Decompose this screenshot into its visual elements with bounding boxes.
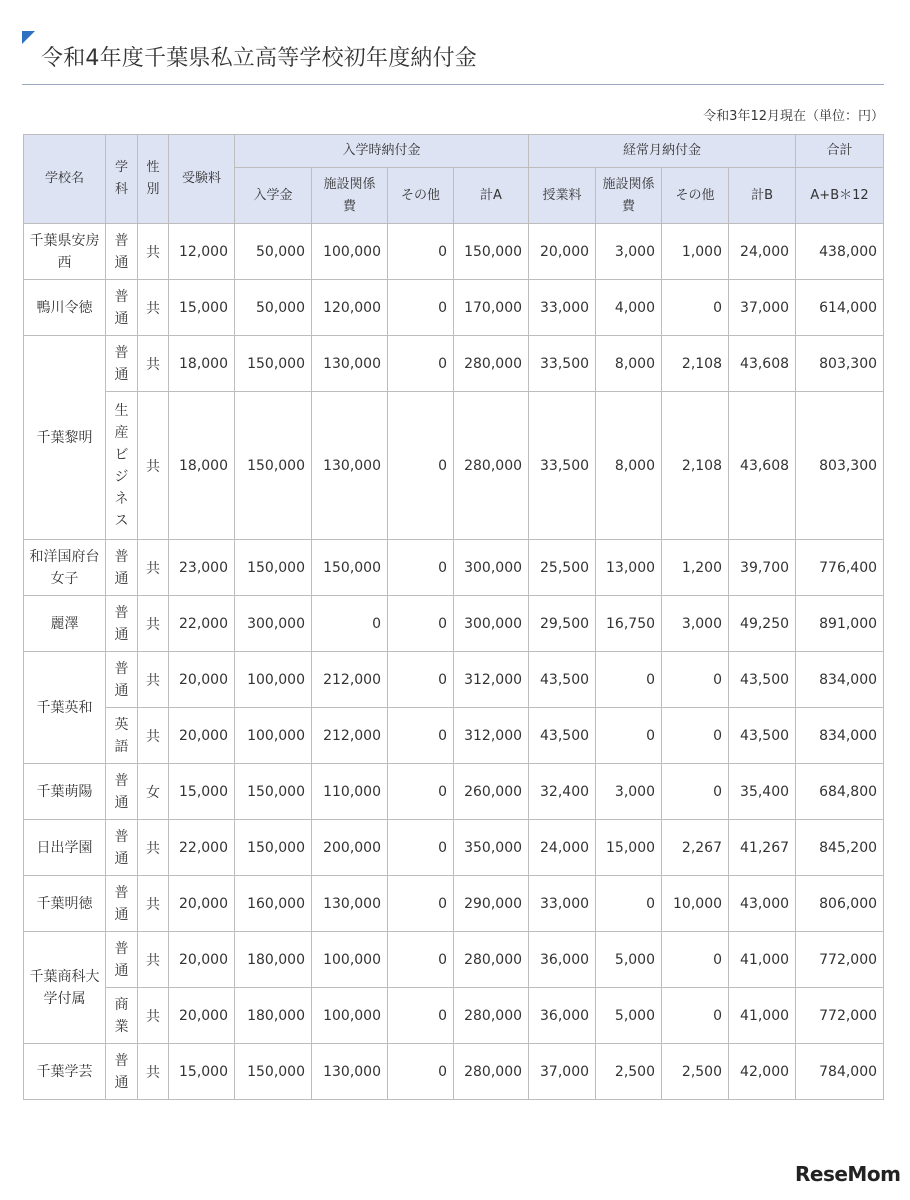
entry-total-cell: 280,000 [454,336,529,392]
header-monthly-payment-group: 経常月納付金 [529,135,796,168]
header-entry-payment-group: 入学時納付金 [235,135,529,168]
school-name-cell: 鴨川令徳 [24,280,106,336]
entry-facility-cell: 130,000 [312,876,388,932]
course-cell: 普通 [106,652,138,708]
monthly-total-cell: 43,500 [729,652,796,708]
entry-facility-cell: 100,000 [312,932,388,988]
header-entry-fee: 入学金 [235,168,312,224]
tuition-cell: 37,000 [529,1044,596,1100]
school-name-cell: 麗澤 [24,596,106,652]
monthly-other-cell: 2,108 [662,392,729,540]
monthly-other-cell: 10,000 [662,876,729,932]
monthly-other-cell: 0 [662,708,729,764]
exam-fee-cell: 15,000 [169,1044,235,1100]
grand-total-cell: 614,000 [796,280,884,336]
header-monthly-facility: 施設関係費 [596,168,662,224]
monthly-other-cell: 3,000 [662,596,729,652]
monthly-total-cell: 41,267 [729,820,796,876]
monthly-other-cell: 1,200 [662,540,729,596]
school-name-cell: 千葉黎明 [24,336,106,540]
monthly-facility-cell: 0 [596,652,662,708]
entry-facility-cell: 200,000 [312,820,388,876]
entry-total-cell: 312,000 [454,708,529,764]
grand-total-cell: 772,000 [796,988,884,1044]
entry-other-cell: 0 [388,932,454,988]
gender-cell: 共 [138,540,169,596]
entry-total-cell: 312,000 [454,652,529,708]
exam-fee-cell: 22,000 [169,820,235,876]
exam-fee-cell: 18,000 [169,392,235,540]
monthly-total-cell: 43,000 [729,876,796,932]
grand-total-cell: 772,000 [796,932,884,988]
table-row [24,596,884,652]
entry-other-cell: 0 [388,708,454,764]
school-name-cell: 千葉県安房西 [24,224,106,280]
course-cell: 普通 [106,596,138,652]
grand-total-cell: 803,300 [796,392,884,540]
gender-cell: 共 [138,876,169,932]
resemom-logo: ReseMom [795,1162,901,1186]
header-school: 学校名 [24,135,106,224]
table-row [24,336,884,392]
entry-total-cell: 280,000 [454,392,529,540]
entry-total-cell: 290,000 [454,876,529,932]
monthly-facility-cell: 5,000 [596,932,662,988]
entry-fee-cell: 150,000 [235,540,312,596]
table-row [24,540,884,596]
monthly-total-cell: 39,700 [729,540,796,596]
table-row [24,392,884,540]
header-monthly-other: その他 [662,168,729,224]
grand-total-cell: 803,300 [796,336,884,392]
monthly-total-cell: 41,000 [729,932,796,988]
gender-cell: 女 [138,764,169,820]
course-cell: 商業 [106,988,138,1044]
entry-fee-cell: 160,000 [235,876,312,932]
monthly-other-cell: 0 [662,280,729,336]
monthly-total-cell: 37,000 [729,280,796,336]
monthly-total-cell: 49,250 [729,596,796,652]
course-cell: 普通 [106,336,138,392]
entry-fee-cell: 100,000 [235,652,312,708]
entry-fee-cell: 180,000 [235,932,312,988]
entry-facility-cell: 120,000 [312,280,388,336]
course-cell: 普通 [106,876,138,932]
grand-total-cell: 891,000 [796,596,884,652]
entry-total-cell: 280,000 [454,988,529,1044]
monthly-other-cell: 0 [662,764,729,820]
entry-total-cell: 350,000 [454,820,529,876]
course-cell: 生産ビジネス [106,392,138,540]
monthly-facility-cell: 8,000 [596,392,662,540]
entry-facility-cell: 130,000 [312,336,388,392]
tuition-cell: 43,500 [529,708,596,764]
table-row [24,708,884,764]
tuition-cell: 33,500 [529,336,596,392]
exam-fee-cell: 12,000 [169,224,235,280]
entry-fee-cell: 150,000 [235,336,312,392]
monthly-other-cell: 1,000 [662,224,729,280]
entry-other-cell: 0 [388,820,454,876]
monthly-facility-cell: 2,500 [596,1044,662,1100]
entry-other-cell: 0 [388,652,454,708]
table-body [24,224,884,1100]
entry-fee-cell: 50,000 [235,280,312,336]
monthly-other-cell: 2,108 [662,336,729,392]
school-name-cell: 和洋国府台女子 [24,540,106,596]
school-name-cell: 千葉学芸 [24,1044,106,1100]
entry-facility-cell: 212,000 [312,652,388,708]
entry-facility-cell: 130,000 [312,1044,388,1100]
header-entry-other: その他 [388,168,454,224]
exam-fee-cell: 20,000 [169,988,235,1044]
course-cell: 英語 [106,708,138,764]
table-row [24,988,884,1044]
tuition-cell: 29,500 [529,596,596,652]
exam-fee-cell: 22,000 [169,596,235,652]
table-header [24,135,884,224]
entry-fee-cell: 100,000 [235,708,312,764]
grand-total-cell: 438,000 [796,224,884,280]
exam-fee-cell: 18,000 [169,336,235,392]
gender-cell: 共 [138,1044,169,1100]
monthly-facility-cell: 0 [596,876,662,932]
entry-facility-cell: 212,000 [312,708,388,764]
grand-total-cell: 834,000 [796,652,884,708]
monthly-facility-cell: 5,000 [596,988,662,1044]
table-row [24,932,884,988]
tuition-cell: 36,000 [529,988,596,1044]
exam-fee-cell: 20,000 [169,932,235,988]
header-total-formula: A+B＊12 [796,168,884,224]
entry-facility-cell: 150,000 [312,540,388,596]
tuition-cell: 36,000 [529,932,596,988]
course-cell: 普通 [106,224,138,280]
entry-fee-cell: 180,000 [235,988,312,1044]
header-entry-facility: 施設関係費 [312,168,388,224]
entry-other-cell: 0 [388,336,454,392]
table-row [24,224,884,280]
tuition-cell: 32,400 [529,764,596,820]
monthly-other-cell: 2,500 [662,1044,729,1100]
exam-fee-cell: 20,000 [169,708,235,764]
title-divider [22,84,884,85]
tuition-cell: 33,000 [529,280,596,336]
entry-other-cell: 0 [388,988,454,1044]
course-cell: 普通 [106,764,138,820]
entry-fee-cell: 150,000 [235,764,312,820]
monthly-other-cell: 0 [662,652,729,708]
table-row [24,876,884,932]
monthly-facility-cell: 8,000 [596,336,662,392]
table-row [24,764,884,820]
grand-total-cell: 834,000 [796,708,884,764]
gender-cell: 共 [138,596,169,652]
course-cell: 普通 [106,280,138,336]
grand-total-cell: 845,200 [796,820,884,876]
table-row [24,820,884,876]
monthly-other-cell: 0 [662,932,729,988]
tuition-cell: 20,000 [529,224,596,280]
entry-other-cell: 0 [388,1044,454,1100]
entry-facility-cell: 110,000 [312,764,388,820]
gender-cell: 共 [138,336,169,392]
header-total-group: 合計 [796,135,884,168]
gender-cell: 共 [138,392,169,540]
course-cell: 普通 [106,540,138,596]
course-cell: 普通 [106,1044,138,1100]
entry-other-cell: 0 [388,764,454,820]
entry-facility-cell: 130,000 [312,392,388,540]
monthly-facility-cell: 4,000 [596,280,662,336]
gender-cell: 共 [138,280,169,336]
gender-cell: 共 [138,652,169,708]
entry-total-cell: 300,000 [454,596,529,652]
tuition-cell: 43,500 [529,652,596,708]
exam-fee-cell: 20,000 [169,876,235,932]
entry-other-cell: 0 [388,540,454,596]
school-name-cell: 千葉英和 [24,652,106,764]
grand-total-cell: 776,400 [796,540,884,596]
entry-total-cell: 280,000 [454,932,529,988]
entry-total-cell: 260,000 [454,764,529,820]
title-corner-mark [22,31,35,44]
entry-fee-cell: 150,000 [235,392,312,540]
entry-total-cell: 300,000 [454,540,529,596]
entry-total-cell: 170,000 [454,280,529,336]
monthly-facility-cell: 3,000 [596,224,662,280]
header-gender: 性別 [138,135,169,224]
monthly-other-cell: 0 [662,988,729,1044]
table-row [24,280,884,336]
page-title: 令和4年度千葉県私立高等学校初年度納付金 [41,46,477,71]
header-exam-fee: 受験料 [169,135,235,224]
monthly-total-cell: 43,608 [729,336,796,392]
school-name-cell: 千葉萌陽 [24,764,106,820]
gender-cell: 共 [138,820,169,876]
monthly-total-cell: 24,000 [729,224,796,280]
entry-total-cell: 150,000 [454,224,529,280]
monthly-total-cell: 42,000 [729,1044,796,1100]
monthly-total-cell: 35,400 [729,764,796,820]
tuition-fee-table [23,134,884,1100]
entry-total-cell: 280,000 [454,1044,529,1100]
monthly-total-cell: 43,500 [729,708,796,764]
exam-fee-cell: 15,000 [169,280,235,336]
tuition-cell: 25,500 [529,540,596,596]
monthly-facility-cell: 3,000 [596,764,662,820]
monthly-facility-cell: 13,000 [596,540,662,596]
gender-cell: 共 [138,708,169,764]
entry-fee-cell: 300,000 [235,596,312,652]
header-tuition: 授業料 [529,168,596,224]
monthly-total-cell: 43,608 [729,392,796,540]
school-name-cell: 千葉明徳 [24,876,106,932]
entry-facility-cell: 100,000 [312,988,388,1044]
gender-cell: 共 [138,932,169,988]
school-name-cell: 日出学園 [24,820,106,876]
entry-other-cell: 0 [388,280,454,336]
monthly-facility-cell: 16,750 [596,596,662,652]
school-name-cell: 千葉商科大学付属 [24,932,106,1044]
grand-total-cell: 684,800 [796,764,884,820]
monthly-total-cell: 41,000 [729,988,796,1044]
tuition-cell: 24,000 [529,820,596,876]
gender-cell: 共 [138,988,169,1044]
tuition-cell: 33,000 [529,876,596,932]
table-row [24,652,884,708]
course-cell: 普通 [106,820,138,876]
entry-other-cell: 0 [388,392,454,540]
entry-other-cell: 0 [388,876,454,932]
gender-cell: 共 [138,224,169,280]
entry-facility-cell: 100,000 [312,224,388,280]
exam-fee-cell: 23,000 [169,540,235,596]
entry-fee-cell: 150,000 [235,1044,312,1100]
tuition-cell: 33,500 [529,392,596,540]
table-row [24,1044,884,1100]
grand-total-cell: 784,000 [796,1044,884,1100]
entry-fee-cell: 150,000 [235,820,312,876]
monthly-facility-cell: 15,000 [596,820,662,876]
date-unit-note: 令和3年12月現在（単位：円） [703,109,884,124]
grand-total-cell: 806,000 [796,876,884,932]
course-cell: 普通 [106,932,138,988]
entry-other-cell: 0 [388,596,454,652]
entry-other-cell: 0 [388,224,454,280]
exam-fee-cell: 20,000 [169,652,235,708]
header-entry-total: 計A [454,168,529,224]
header-course: 学科 [106,135,138,224]
monthly-other-cell: 2,267 [662,820,729,876]
monthly-facility-cell: 0 [596,708,662,764]
header-monthly-total: 計B [729,168,796,224]
exam-fee-cell: 15,000 [169,764,235,820]
entry-facility-cell: 0 [312,596,388,652]
entry-fee-cell: 50,000 [235,224,312,280]
